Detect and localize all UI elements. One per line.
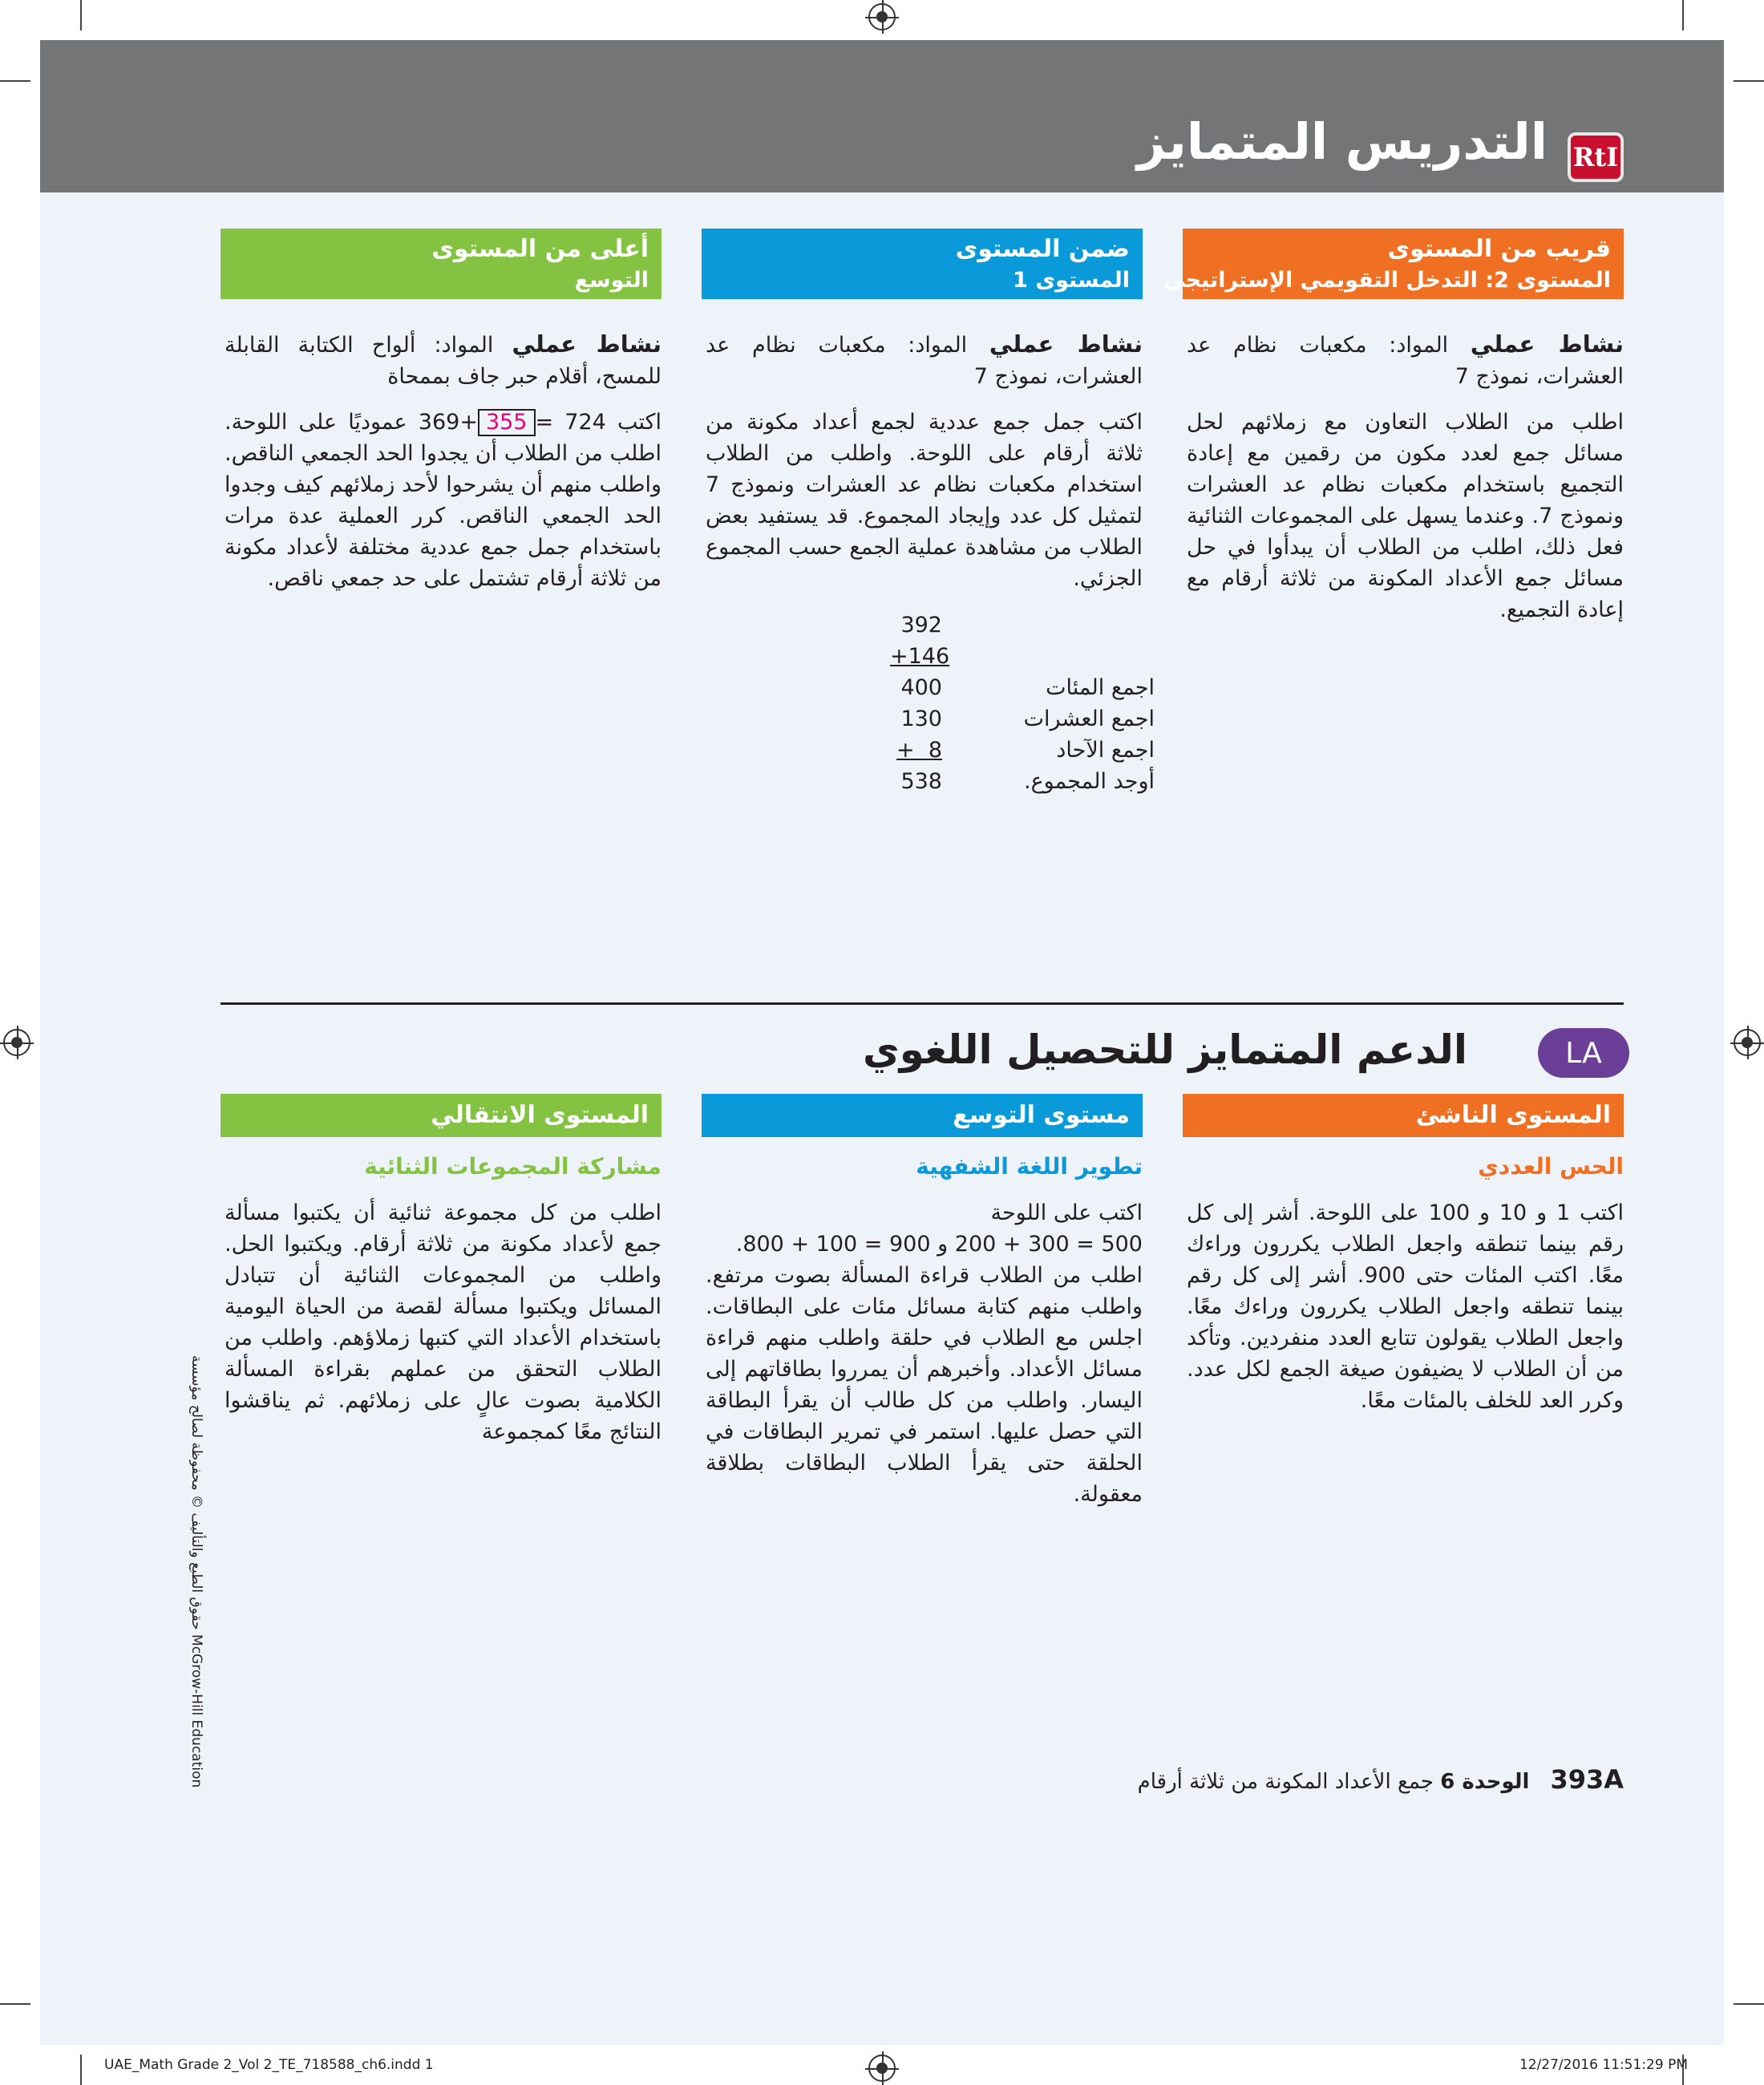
step-ones-value: + 8 (896, 738, 942, 763)
partial-sums-example (890, 609, 1155, 797)
registration-mark-left (3, 1029, 30, 1056)
approaching-body: اطلب من الطلاب التعاون مع زملائهم لحل مسائل جمع لعدد مكون من رقمين مع إعادة التجميع باستخدام مكعبات نظام عد العشرات ونموذج 7. وعندما يسهل على المجموعات الثنائية فعل ذلك، اطلب من الطلاب أن يبدأوا في حل مسائل جمع الأعداد المكونة من ثلاثة أرقام مع إعادة التجميع. (1187, 410, 1624, 622)
on-level-label: ضمن المستوى (955, 235, 1130, 263)
page-title: التدريس المتمايز (1137, 112, 1548, 171)
bridging-column (225, 1197, 662, 1462)
on-level-activity-label: نشاط عملي (989, 330, 1143, 358)
missing-addend-box: 355 (478, 409, 536, 436)
registration-mark-top (868, 3, 896, 30)
beyond-equation-suffix: +369 عموديًا على اللوحة. (225, 410, 478, 435)
addend-2: +146 (890, 644, 950, 669)
registration-mark-right (1734, 1029, 1761, 1056)
beyond-body-paragraph (225, 407, 662, 594)
beyond-sublevel-label: التوسع (574, 268, 649, 293)
step-sum-value: 538 (900, 769, 942, 794)
emerging-subtitle: الحس العددي (1478, 1153, 1624, 1180)
la-section-title: الدعم المتمايز للتحصيل اللغوي (862, 1026, 1467, 1073)
page-number: 393A (1550, 1764, 1624, 1795)
slug-file: UAE_Math Grade 2_Vol 2_TE_718588_ch6.indd 1 (104, 2057, 434, 2073)
registration-mark-bottom (868, 2055, 896, 2082)
approaching-activity-label: نشاط عملي (1470, 330, 1624, 358)
on-level-header (702, 229, 1143, 299)
beyond-equation-prefix: اكتب 724 = (535, 410, 662, 435)
emerging-column (1187, 1197, 1624, 1431)
approaching-column (1187, 329, 1624, 640)
step-hundreds-label: اجمع المئات (1046, 675, 1155, 700)
step-sum-label: أوجد المجموع. (1023, 769, 1155, 794)
beyond-materials: المواد: ألواح الكتابة القابلة للمسح، أقلام حبر جاف بممحاة (225, 333, 662, 389)
expanding-level-header: مستوى التوسع (702, 1094, 1143, 1137)
on-level-sublevel-label: المستوى 1 (1013, 268, 1130, 293)
copyright-side-text (172, 1355, 204, 1788)
approaching-level-header (1163, 229, 1624, 299)
page-footer (1138, 1764, 1624, 1795)
emerging-body: اكتب 1 و 10 و 100 على اللوحة. أشر إلى كل رقم بينما تنطقه واجعل الطلاب يكررون وراءك معًا. اكتب المئات حتى 900. أشر إلى كل رقم بينما تنطقه واجعل الطلاب يكررون وراءك معًا. واجعل الطلاب يقولون تتابع العدد منفردين. وتأكد من أن الطلاب لا يضيفون صيغة الجمع لكل عدد. وكرر العد للخلف بالمئات معًا. (1187, 1200, 1624, 1413)
bridging-subtitle: مشاركة المجموعات الثنائية (364, 1153, 662, 1180)
copyright-text: حقوق الطبع والتأليف © محفوظة لصالح مؤسسة McGrow-Hill Education (188, 1355, 204, 1788)
approaching-sublevel-label: المستوى 2: التدخل التقويمي الإستراتيجي (1163, 268, 1611, 293)
rti-badge-label: RtI (1572, 142, 1619, 172)
expanding-intro: اكتب على اللوحة (990, 1200, 1143, 1225)
bridging-level-header: المستوى الانتقالي (220, 1094, 662, 1137)
rti-badge (1568, 132, 1624, 182)
beyond-activity (225, 329, 662, 392)
on-level-activity (706, 329, 1143, 392)
beyond-level-header (220, 229, 662, 299)
beyond-body: اطلب من الطلاب أن يجدوا الحد الجمعي الناقص. واطلب منهم أن يشرحوا لأحد زملائهم كيف وجدوا الحد الجمعي الناقص. كرر العملية عدة مرات باستخدام جمل جمع عددية مختلفة لأعداد مكونة من ثلاثة أرقام تشتمل على حد جمعي ناقص. (225, 441, 662, 591)
beyond-activity-label: نشاط عملي (512, 330, 662, 358)
bridging-body: اطلب من كل مجموعة ثنائية أن يكتبوا مسألة جمع لأعداد مكونة من ثلاثة أرقام. ويكتبوا الحل. واطلب من المجموعات الثنائية أن تتبادل المسائل ويكتبوا مسألة لقصة من الحياة اليومية باستخدام الأعداد التي كتبها زملاؤهم. واطلب من الطلاب التحقق من عملهم بقراءة المسألة الكلامية بصوت عالٍ على زملائهم. ثم يناقشوا النتائج معًا كمجموعة (225, 1200, 662, 1444)
step-tens-value: 130 (900, 706, 942, 731)
expanding-column (706, 1197, 1143, 1524)
expanding-subtitle: تطوير اللغة الشفهية (916, 1153, 1143, 1180)
footer-unit: الوحدة 6 (1440, 1770, 1530, 1794)
on-level-column (706, 329, 1143, 609)
on-level-materials: المواد: مكعبات نظام عد العشرات، نموذج 7 (706, 333, 1143, 389)
section-divider (220, 1002, 1624, 1005)
step-tens-label: اجمع العشرات (1023, 706, 1155, 731)
approaching-materials: المواد: مكعبات نظام عد العشرات، نموذج 7 (1187, 333, 1624, 389)
footer-chapter: جمع الأعداد المكونة من ثلاثة أرقام (1137, 1770, 1434, 1794)
addend-1: 392 (900, 613, 942, 638)
expanding-equation: 500 = 300 + 200 و 900 = 100 + 800. (735, 1232, 1143, 1257)
beyond-column (225, 329, 662, 609)
approaching-activity (1187, 329, 1624, 392)
step-ones-label: اجمع الآحاد (1056, 738, 1155, 763)
emerging-level-header: المستوى الناشئ (1183, 1094, 1624, 1137)
la-badge: LA (1538, 1028, 1629, 1078)
approaching-level-label: قريب من المستوى (1387, 235, 1611, 263)
on-level-body: اكتب جمل جمع عددية لجمع أعداد مكونة من ثلاثة أرقام على اللوحة. واطلب من الطلاب استخدام مكعبات نظام عد العشرات ونموذج 7 لتمثيل كل عدد وإيجاد المجموع. قد يستفيد بعض الطلاب من مشاهدة عملية الجمع حسب المجموع الجزئي. (706, 410, 1143, 591)
expanding-body: اطلب من الطلاب قراءة المسألة بصوت مرتفع. واطلب منهم كتابة مسائل مئات على البطاقات. اجلس مع الطلاب في حلقة واطلب منهم قراءة مسائل الأعداد. وأخبرهم أن يمرروا بطاقاتهم إلى اليسار. واطلب من كل طالب أن يقرأ البطاقة التي حصل عليها. استمر في تمرير البطاقات في الحلقة حتى يقرأ الطلاب البطاقات بطلاقة معقولة. (706, 1263, 1143, 1507)
slug-date: 12/27/2016 11:51:29 PM (1519, 2057, 1688, 2073)
beyond-level-label: أعلى من المستوى (431, 235, 649, 263)
step-hundreds-value: 400 (900, 675, 942, 700)
